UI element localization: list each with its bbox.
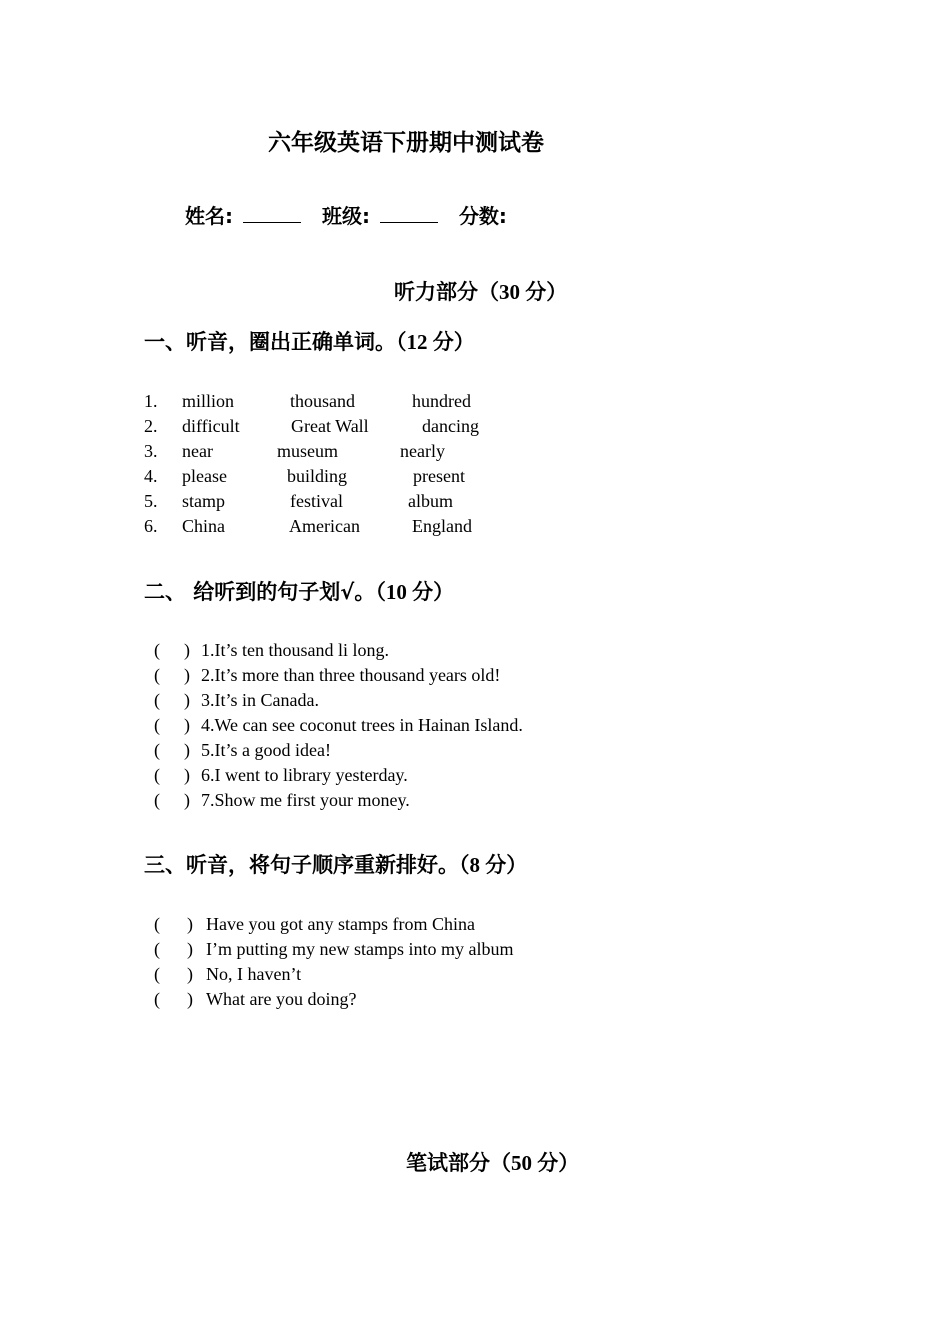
answer-paren-close[interactable]: )	[184, 715, 190, 735]
item-number: 3.	[144, 441, 158, 461]
word-choice[interactable]: festival	[290, 491, 343, 511]
sentence-text: 2.It’s more than three thousand years old!	[201, 665, 501, 685]
word-choice[interactable]: near	[182, 441, 213, 461]
answer-paren-close[interactable]: )	[187, 964, 193, 984]
answer-paren-open[interactable]: (	[154, 740, 160, 760]
answer-paren-open[interactable]: (	[154, 765, 160, 785]
sentence-text: I’m putting my new stamps into my album	[206, 939, 514, 959]
name-blank[interactable]	[243, 204, 301, 223]
answer-paren-close[interactable]: )	[184, 690, 190, 710]
answer-paren-close[interactable]: )	[187, 939, 193, 959]
word-choice[interactable]: thousand	[290, 391, 355, 411]
answer-paren-close[interactable]: )	[184, 790, 190, 810]
answer-paren-open[interactable]: (	[154, 640, 160, 660]
word-choice[interactable]: nearly	[400, 441, 445, 461]
sentence-text: 3.It’s in Canada.	[201, 690, 319, 710]
answer-paren-open[interactable]: (	[154, 715, 160, 735]
answer-paren-close[interactable]: )	[184, 640, 190, 660]
answer-paren-open[interactable]: (	[154, 939, 160, 959]
sentence-text: What are you doing?	[206, 989, 357, 1009]
written-part-heading: 笔试部分（50 分）	[406, 1151, 580, 1175]
name-label: 姓名:	[185, 204, 233, 228]
word-choice[interactable]: album	[408, 491, 453, 511]
word-choice[interactable]: American	[289, 516, 360, 536]
sentence-text: 4.We can see coconut trees in Hainan Island.	[201, 715, 523, 735]
sentence-text: No, I haven’t	[206, 964, 302, 984]
answer-paren-close[interactable]: )	[184, 665, 190, 685]
student-info-line	[185, 200, 507, 229]
answer-paren-close[interactable]: )	[187, 914, 193, 934]
sentence-text: Have you got any stamps from China	[206, 914, 475, 934]
section1-heading: 一、听音，圈出正确单词。（12 分）	[144, 330, 475, 354]
word-choice[interactable]: million	[182, 391, 235, 411]
answer-paren-open[interactable]: (	[154, 665, 160, 685]
word-choice[interactable]: building	[287, 466, 348, 486]
section3-heading: 三、听音，将句子顺序重新排好。（8 分）	[144, 853, 528, 877]
answer-paren-close[interactable]: )	[187, 989, 193, 1009]
item-number: 4.	[144, 466, 158, 486]
answer-paren-close[interactable]: )	[184, 765, 190, 785]
word-choice[interactable]: Great Wall	[291, 416, 369, 436]
word-choice[interactable]: museum	[277, 441, 338, 461]
word-choice[interactable]: hundred	[412, 391, 471, 411]
item-number: 5.	[144, 491, 158, 511]
word-choice[interactable]: England	[412, 516, 472, 536]
answer-paren-open[interactable]: (	[154, 914, 160, 934]
score-label: 分数:	[458, 204, 507, 228]
page-title: 六年级英语下册期中测试卷	[268, 130, 544, 156]
word-choice[interactable]: dancing	[422, 416, 479, 436]
sentence-text: 7.Show me first your money.	[201, 790, 410, 810]
answer-paren-open[interactable]: (	[154, 790, 160, 810]
answer-paren-open[interactable]: (	[154, 989, 160, 1009]
sentence-text: 6.I went to library yesterday.	[201, 765, 408, 785]
answer-paren-close[interactable]: )	[184, 740, 190, 760]
word-choice[interactable]: present	[413, 466, 465, 486]
listening-part-heading: 听力部分（30 分）	[394, 280, 568, 304]
word-choice[interactable]: China	[182, 516, 225, 536]
sentence-text: 5.It’s a good idea!	[201, 740, 331, 760]
word-choice[interactable]: stamp	[182, 491, 225, 511]
item-number: 6.	[144, 516, 158, 536]
word-choice[interactable]: difficult	[182, 416, 240, 436]
sentence-text: 1.It’s ten thousand li long.	[201, 640, 389, 660]
item-number: 1.	[144, 391, 158, 411]
section2-heading: 二、 给听到的句子划√。（10 分）	[144, 580, 455, 604]
answer-paren-open[interactable]: (	[154, 964, 160, 984]
class-blank[interactable]	[380, 204, 438, 223]
class-label: 班级:	[321, 204, 370, 228]
answer-paren-open[interactable]: (	[154, 690, 160, 710]
word-choice[interactable]: please	[182, 466, 227, 486]
item-number: 2.	[144, 416, 158, 436]
